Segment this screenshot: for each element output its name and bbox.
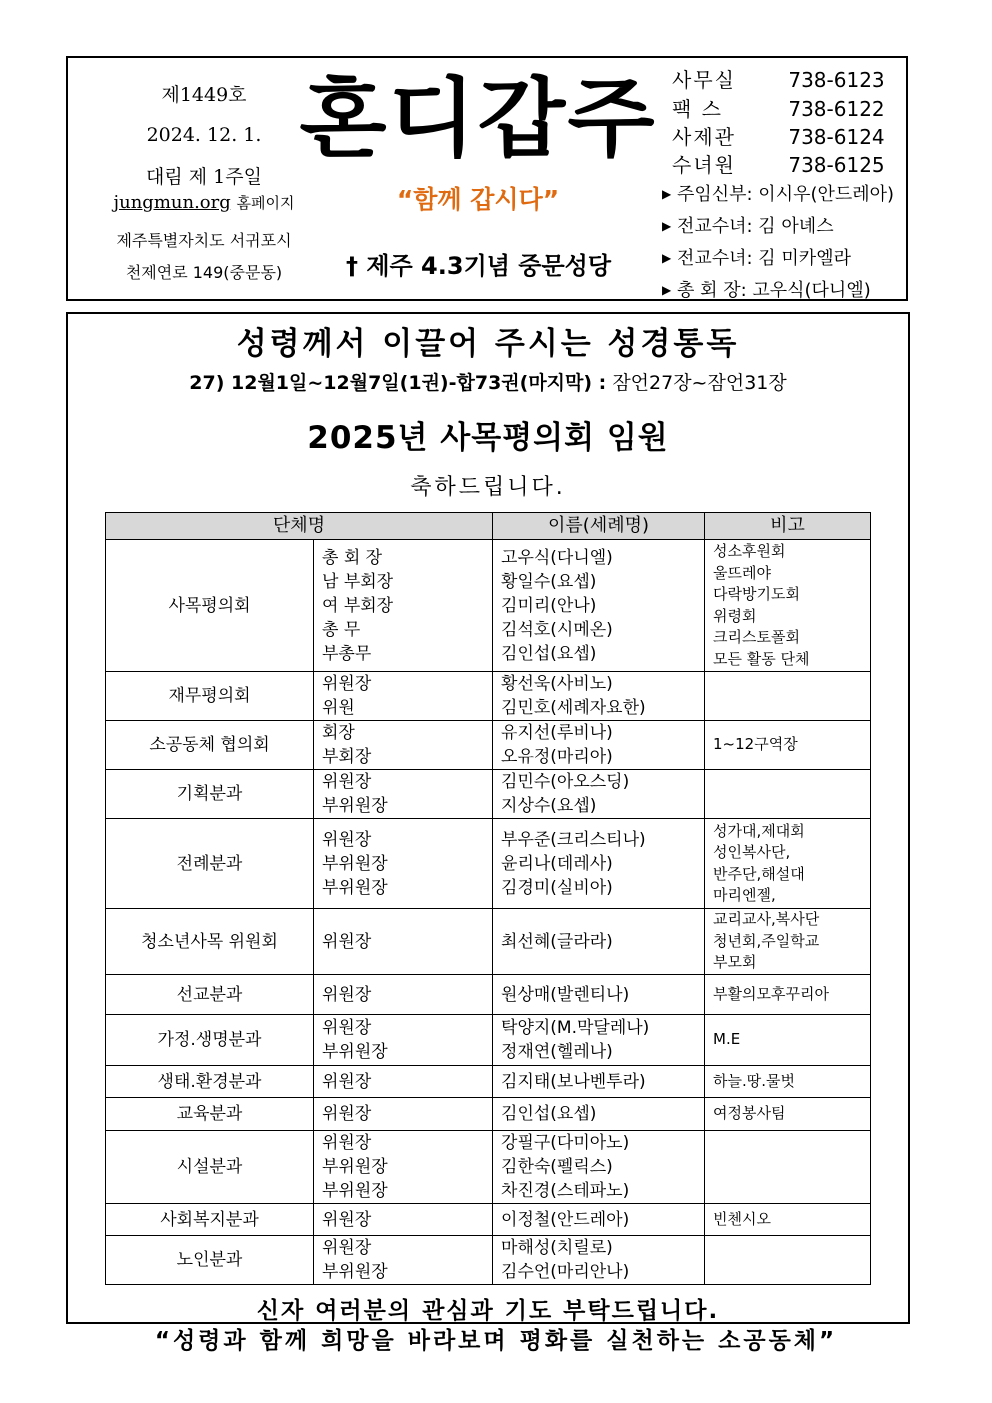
member-name: 김민수(아오스딩) xyxy=(501,772,630,792)
column-header-group: 단체명 xyxy=(106,513,493,540)
contact-number: 738-6122 xyxy=(788,97,885,121)
triangle-right-icon: ▶ xyxy=(662,187,672,201)
position-line: 위원장 xyxy=(322,772,372,792)
note-line: 청년회,주일학교 xyxy=(713,931,820,950)
note-cell xyxy=(705,975,871,1015)
table-row xyxy=(106,975,871,1015)
position-line: 위원장 xyxy=(322,984,372,1005)
position-line: 부위원장 xyxy=(322,877,388,898)
member-name: 김인섭(요셉) xyxy=(501,643,597,664)
position-line: 위원장 xyxy=(322,1133,372,1153)
position-line: 위원 xyxy=(322,698,355,718)
note-line: 크리스토폴회 xyxy=(713,628,800,646)
position-line: 부위원장 xyxy=(322,796,388,816)
note-line: 빈첸시오 xyxy=(713,1209,771,1228)
member-name: 김석호(시메온) xyxy=(501,619,613,640)
table-row xyxy=(106,1066,871,1098)
position-line: 여 부회장 xyxy=(322,595,394,616)
member-name: 마해성(치릴로) xyxy=(501,1238,613,1258)
contact-number: 738-6123 xyxy=(788,68,885,92)
member-name: 최선혜(글라라) xyxy=(501,931,613,952)
position-cell xyxy=(314,721,493,770)
position-cell xyxy=(314,909,493,975)
position-line: 위원장 xyxy=(322,829,372,850)
position-line: 부위원장 xyxy=(322,1181,388,1201)
note-line: 1~12구역장 xyxy=(713,735,798,754)
contact-number: 738-6124 xyxy=(788,125,885,149)
table-row xyxy=(106,909,871,975)
name-cell xyxy=(493,975,705,1015)
member-name: 오유정(마리아) xyxy=(501,747,613,767)
position-line: 총 회 장 xyxy=(322,547,383,568)
table-row xyxy=(106,672,871,721)
staff-president xyxy=(662,276,871,302)
position-line: 부위원장 xyxy=(322,1042,388,1062)
group-name-cell: 가정.생명분과 xyxy=(106,1015,314,1066)
position-line: 위원장 xyxy=(322,1238,372,1258)
column-header-note: 비고 xyxy=(705,513,871,540)
member-name: 김민호(세례자요한) xyxy=(501,698,646,718)
position-cell xyxy=(314,672,493,721)
member-name: 유지선(루비나) xyxy=(501,723,613,743)
member-name: 차진경(스테파노) xyxy=(501,1181,630,1201)
triangle-right-icon: ▶ xyxy=(662,283,672,297)
note-line: 여정봉사팀 xyxy=(713,1104,786,1123)
contact-convent xyxy=(672,149,885,178)
group-name-cell: 소공동체 협의회 xyxy=(106,721,314,770)
group-name-cell: 교육분과 xyxy=(106,1098,314,1131)
name-cell xyxy=(493,1015,705,1066)
position-line: 부위원장 xyxy=(322,1157,388,1177)
position-line: 위원장 xyxy=(322,931,372,952)
member-name: 이정철(안드레아) xyxy=(501,1209,630,1230)
position-cell xyxy=(314,1098,493,1131)
name-cell xyxy=(493,909,705,975)
member-name: 강필구(다미아노) xyxy=(501,1133,630,1153)
member-name: 황선욱(사비노) xyxy=(501,674,613,694)
contact-label: 수녀원 xyxy=(672,153,736,177)
table-row xyxy=(106,819,871,909)
homepage-label: 홈페이지 xyxy=(236,194,295,212)
position-line: 부회장 xyxy=(322,747,372,767)
address-line-1: 제주특별자치도 서귀포시 xyxy=(116,231,292,250)
name-cell xyxy=(493,672,705,721)
member-name: 김인섭(요셉) xyxy=(501,1104,597,1124)
table-row xyxy=(106,540,871,672)
issue-number: 제1449호 xyxy=(161,84,247,106)
note-line: 다락방기도회 xyxy=(713,585,800,603)
position-line: 부위원장 xyxy=(322,1262,388,1282)
group-name-cell: 전례분과 xyxy=(106,819,314,909)
note-line: 교리교사,복사단 xyxy=(713,910,820,929)
group-name-cell: 사목평의회 xyxy=(106,540,314,672)
name-cell xyxy=(493,1131,705,1204)
note-cell xyxy=(705,1236,871,1285)
group-name-cell: 기획분과 xyxy=(106,770,314,819)
position-cell xyxy=(314,770,493,819)
note-line: 성소후원회 xyxy=(713,542,786,560)
note-cell xyxy=(705,672,871,721)
position-cell xyxy=(314,1066,493,1098)
note-cell xyxy=(705,1131,871,1204)
member-name: 김지태(보나벤투라) xyxy=(501,1071,646,1092)
contact-label: 팩 스 xyxy=(672,97,723,121)
position-cell xyxy=(314,1204,493,1236)
name-cell xyxy=(493,540,705,672)
contact-label: 사제관 xyxy=(672,125,736,149)
note-line: 부모회 xyxy=(713,953,757,972)
group-name-cell: 선교분과 xyxy=(106,975,314,1015)
member-name: 김미리(안나) xyxy=(501,595,597,616)
staff-text: 전교수녀: 김 미카엘라 xyxy=(676,248,851,269)
table-row xyxy=(106,1015,871,1066)
reading-books: 잠언27장~잠언31장 xyxy=(606,372,787,394)
masthead-motto: “함께 갑시다” xyxy=(396,185,560,214)
group-name-cell: 청소년사목 위원회 xyxy=(106,909,314,975)
community-slogan: “성령과 함께 희망을 바라보며 평화를 실천하는 소공동체” xyxy=(154,1328,838,1354)
table-header-row xyxy=(106,513,871,540)
member-name: 지상수(요셉) xyxy=(501,796,597,816)
position-cell xyxy=(314,540,493,672)
position-cell xyxy=(314,1131,493,1204)
note-line: 성인복사단, xyxy=(713,843,791,861)
position-cell xyxy=(314,1015,493,1066)
position-cell xyxy=(314,975,493,1015)
position-line: 부총무 xyxy=(322,643,372,664)
contact-number: 738-6125 xyxy=(788,153,885,177)
liturgical-week: 대림 제 1주일 xyxy=(146,166,262,188)
council-members-table xyxy=(105,512,871,1285)
position-line: 위원장 xyxy=(322,674,372,694)
position-line: 위원장 xyxy=(322,1018,372,1038)
position-line: 총 무 xyxy=(322,619,361,640)
note-cell xyxy=(705,909,871,975)
contact-fax xyxy=(672,93,885,122)
note-line: 성가대,제대회 xyxy=(713,821,805,840)
position-line: 위원장 xyxy=(322,1071,372,1092)
member-name: 부우준(크리스티나) xyxy=(501,829,646,850)
address-line-2: 천제연로 149(중문동) xyxy=(125,263,283,282)
name-cell xyxy=(493,770,705,819)
name-cell xyxy=(493,819,705,909)
position-line: 남 부회장 xyxy=(322,571,394,592)
note-line: 마리엔젤, xyxy=(713,886,776,904)
group-name-cell: 시설분과 xyxy=(106,1131,314,1204)
member-name: 고우식(다니엘) xyxy=(501,547,613,568)
bible-reading-headline: 성령께서 이끌어 주시는 성경통독 xyxy=(236,326,740,362)
table-row xyxy=(106,721,871,770)
note-line: 부활의모후꾸리아 xyxy=(713,984,829,1003)
note-cell xyxy=(705,819,871,909)
member-name: 탁양지(M.막달레나) xyxy=(501,1018,650,1038)
position-cell xyxy=(314,819,493,909)
staff-sister-1 xyxy=(662,212,834,238)
table-row xyxy=(106,1131,871,1204)
masthead-title: 혼디갑주 xyxy=(299,69,657,169)
staff-sister-2 xyxy=(662,244,851,270)
name-cell xyxy=(493,1098,705,1131)
prayer-request: 신자 여러분의 관심과 기도 부탁드립니다. xyxy=(256,1298,720,1324)
triangle-right-icon: ▶ xyxy=(662,219,672,233)
note-line: 모든 활동 단체 xyxy=(713,649,810,668)
triangle-right-icon: ▶ xyxy=(662,251,672,265)
note-cell xyxy=(705,1066,871,1098)
column-header-name: 이름(세례명) xyxy=(493,513,705,540)
member-name: 김경미(실비아) xyxy=(501,877,613,898)
note-cell xyxy=(705,770,871,819)
note-line: 하늘.땅.물벗 xyxy=(713,1071,796,1090)
name-cell xyxy=(493,1204,705,1236)
member-name: 김한숙(펠릭스) xyxy=(501,1157,613,1177)
position-cell xyxy=(314,1236,493,1285)
table-row xyxy=(106,1204,871,1236)
note-cell xyxy=(705,1204,871,1236)
position-line: 부위원장 xyxy=(322,853,388,874)
group-name-cell: 노인분과 xyxy=(106,1236,314,1285)
member-name: 정재연(헬레나) xyxy=(501,1042,613,1062)
reading-range: 27) 12월1일~12월7일(1권)-합73권(마지막) : xyxy=(189,372,607,394)
note-line: M.E xyxy=(713,1030,741,1049)
homepage-link[interactable]: jungmun.org xyxy=(113,192,231,213)
issue-date: 2024. 12. 1. xyxy=(146,124,262,146)
position-line: 위원장 xyxy=(322,1209,372,1230)
contact-office xyxy=(672,64,885,93)
table-row xyxy=(106,1236,871,1285)
note-line: 위령회 xyxy=(713,606,757,625)
note-line: 반주단,해설대 xyxy=(713,864,805,883)
contact-rectory xyxy=(672,121,885,150)
staff-text: 주임신부: 이시우(안드레아) xyxy=(676,184,895,205)
member-name: 원상매(발렌티나) xyxy=(501,984,630,1005)
note-cell xyxy=(705,540,871,672)
member-name: 윤리나(데레사) xyxy=(501,853,613,874)
contact-label: 사무실 xyxy=(672,68,736,92)
council-title: 2025년 사목평의회 임원 xyxy=(307,420,669,456)
bulletin-header xyxy=(66,56,908,301)
table-row xyxy=(106,770,871,819)
homepage xyxy=(68,192,340,213)
note-cell xyxy=(705,721,871,770)
position-line: 회장 xyxy=(322,723,355,743)
member-name: 김수언(마리안나) xyxy=(501,1262,630,1282)
staff-text: 전교수녀: 김 아녜스 xyxy=(676,216,834,237)
parish-name: † 제주 4.3기념 중문성당 xyxy=(345,252,612,280)
staff-pastor xyxy=(662,180,894,206)
bible-reading-schedule xyxy=(68,368,908,395)
congratulations-text: 축하드립니다. xyxy=(410,475,566,500)
name-cell xyxy=(493,721,705,770)
note-cell xyxy=(705,1098,871,1131)
name-cell xyxy=(493,1236,705,1285)
note-line: 울뜨레야 xyxy=(713,563,771,582)
group-name-cell: 사회복지분과 xyxy=(106,1204,314,1236)
group-name-cell: 생태.환경분과 xyxy=(106,1066,314,1098)
group-name-cell: 재무평의회 xyxy=(106,672,314,721)
table-row xyxy=(106,1098,871,1131)
note-cell xyxy=(705,1015,871,1066)
name-cell xyxy=(493,1066,705,1098)
staff-text: 총 회 장: 고우식(다니엘) xyxy=(676,280,871,301)
position-line: 위원장 xyxy=(322,1104,372,1124)
member-name: 황일수(요셉) xyxy=(501,571,597,592)
